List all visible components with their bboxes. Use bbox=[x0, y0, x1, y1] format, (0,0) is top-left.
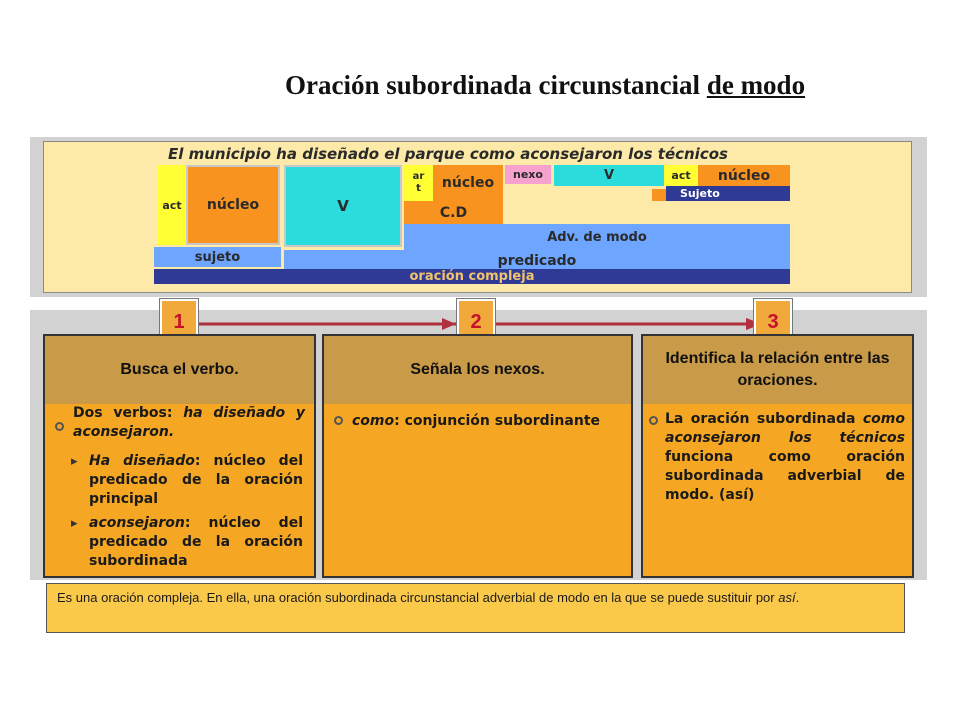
col1-sub2: aconsejaron: núcleo del predicado de la oración subordinada bbox=[89, 515, 303, 569]
subitem-arrow-icon: ▸ bbox=[71, 453, 78, 468]
conclusion-box: Es una oración compleja. En ella, una oración subordinada circunstancial adverbial de modo en la que se puede sustituir por así. bbox=[46, 583, 905, 633]
col3-text: La oración subordinada como aconsejaron los técnicos funciona como oración subordinada adverbial de modo. (así) bbox=[665, 411, 905, 503]
col2-text: como: conjunción subordinante bbox=[352, 413, 601, 429]
step-1-body bbox=[45, 404, 314, 576]
art-block: ar t bbox=[404, 165, 433, 201]
bullet-icon bbox=[649, 416, 658, 425]
step-2-badge: 2 bbox=[457, 299, 495, 345]
act-right-block: act bbox=[664, 165, 698, 186]
step-3-body bbox=[643, 404, 912, 576]
col1-sub1: Ha diseñado: núcleo del predicado de la oración principal bbox=[89, 453, 303, 507]
arrow-head-middle bbox=[442, 318, 456, 330]
predicado-block: predicado bbox=[284, 250, 790, 269]
verb-sub-block: V bbox=[554, 165, 664, 186]
nexo-block: nexo bbox=[505, 165, 551, 184]
sujeto-main-block: sujeto bbox=[154, 247, 281, 267]
oracion-compleja-block: oración compleja bbox=[154, 269, 790, 284]
step-3-heading: Identifica la relación entre las oraciones. bbox=[643, 336, 912, 404]
verb-main-block: V bbox=[284, 165, 402, 247]
title-underlined: de modo bbox=[706, 70, 806, 100]
step-1-column bbox=[43, 334, 316, 578]
example-sentence: El municipio ha diseñado el parque como aconsejaron los técnicos bbox=[168, 145, 728, 163]
step-1-heading: Busca el verbo. bbox=[45, 336, 314, 404]
step-2-body bbox=[324, 404, 631, 576]
nucleo-left-block: núcleo bbox=[186, 165, 280, 245]
step-3-badge: 3 bbox=[754, 299, 792, 345]
subitem-arrow-icon: ▸ bbox=[71, 515, 78, 530]
nucleo-right-block: núcleo bbox=[698, 165, 790, 186]
hidden-marker-block bbox=[652, 189, 666, 201]
step-1-badge: 1 bbox=[160, 299, 198, 345]
title-main: Oración subordinada circunstancial bbox=[285, 70, 701, 100]
adv-modo-block: Adv. de modo bbox=[404, 224, 790, 250]
step-3-column bbox=[641, 334, 914, 578]
bullet-icon bbox=[55, 422, 64, 431]
step-2-column bbox=[322, 334, 633, 578]
nucleo-cd-block: núcleo bbox=[433, 165, 503, 201]
col1-intro: Dos verbos: ha diseñado y aconsejaron. bbox=[73, 405, 305, 440]
step-2-heading: Señala los nexos. bbox=[324, 336, 631, 404]
cd-block: C.D bbox=[404, 201, 503, 224]
act-left-block: act bbox=[158, 165, 186, 245]
sujeto-sub-block: Sujeto bbox=[666, 186, 790, 201]
bullet-icon bbox=[334, 416, 343, 425]
page-title bbox=[285, 70, 925, 110]
